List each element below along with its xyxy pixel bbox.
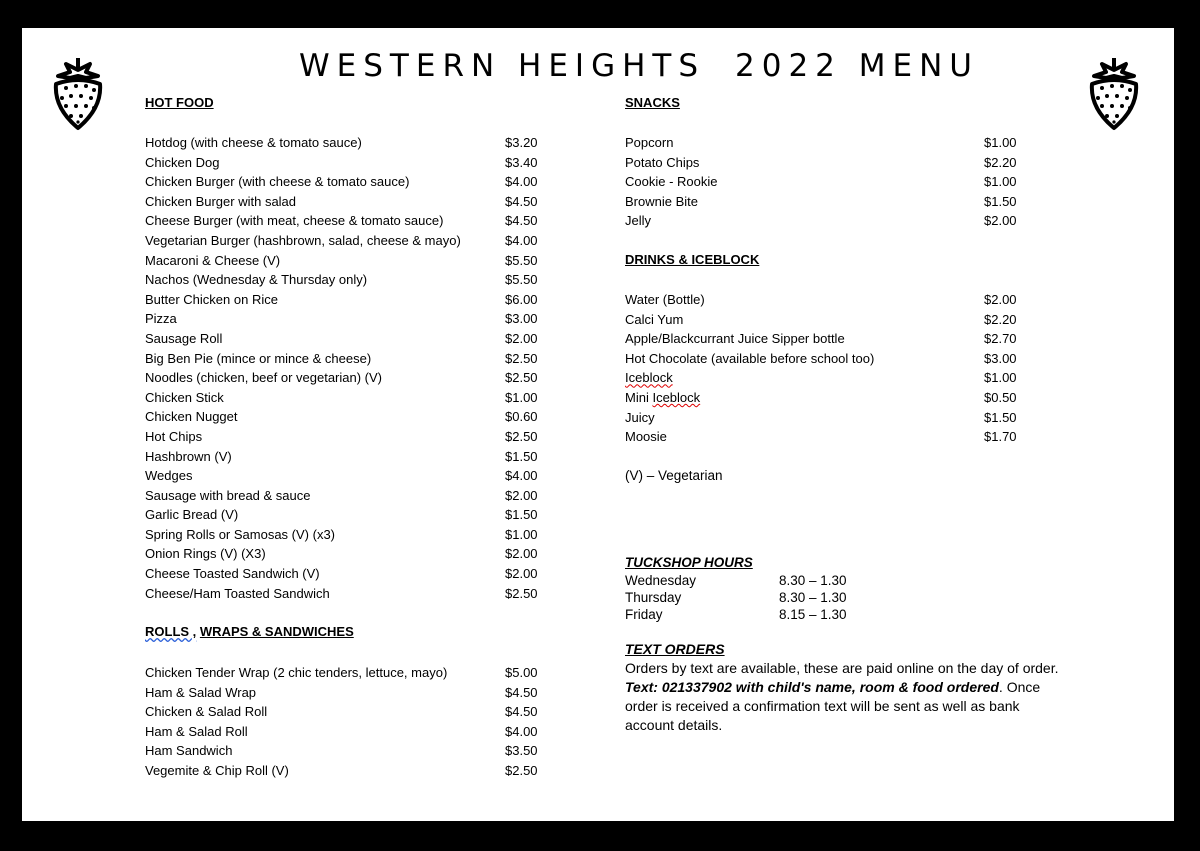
menu-item-price: $1.50: [505, 448, 538, 464]
menu-item: [145, 505, 545, 525]
menu-item-price: $1.00: [984, 370, 1017, 386]
menu-item-price: $0.60: [505, 409, 538, 425]
menu-item-price: $2.20: [984, 311, 1017, 327]
menu-item-price: $2.50: [505, 428, 538, 444]
menu-item: [145, 231, 545, 251]
menu-item-name-text: Hot Chips: [145, 428, 203, 444]
menu-item: [145, 544, 545, 564]
menu-item-price: $4.50: [505, 213, 538, 229]
menu-item-price: $3.20: [505, 135, 538, 150]
menu-item-name: [145, 292, 278, 307]
hours-row: [625, 606, 847, 623]
menu-item-price: $1.00: [505, 526, 538, 542]
snacks-heading: SNACKS: [625, 95, 680, 110]
menu-item-name: [145, 351, 371, 366]
text-orders-line2: [625, 678, 1065, 735]
menu-item-name: [145, 449, 232, 464]
menu-item-name-text: Chicken Nugget: [145, 409, 238, 425]
menu-item-name: [145, 507, 238, 522]
menu-item-name-text: Cheese Burger (with meat, cheese & tomato sauce): [145, 213, 444, 229]
menu-item: [145, 761, 545, 781]
menu-item-name: [145, 233, 461, 248]
menu-item: [145, 663, 545, 683]
menu-item: [625, 153, 1025, 173]
menu-item-name: [625, 410, 655, 425]
text-orders-heading: TEXT ORDERS: [625, 641, 725, 657]
drinks-list: [625, 290, 1025, 447]
menu-item: [145, 309, 545, 329]
menu-item-name: [145, 409, 238, 424]
menu-item-name-text: Hashbrown (V): [145, 448, 232, 464]
menu-item: [145, 153, 545, 173]
menu-item-price: $5.50: [505, 272, 538, 288]
menu-item-name: [145, 704, 267, 719]
menu-item-name-text: Juicy: [625, 409, 655, 425]
rolls-heading-part2: WRAPS & SANDWICHES: [199, 624, 354, 639]
menu-item-price: $2.00: [505, 546, 538, 562]
menu-item-name-text: Butter Chicken on Rice: [145, 291, 278, 307]
strawberry-icon: [1086, 56, 1142, 132]
menu-item-name: [625, 370, 673, 385]
menu-item: [145, 722, 545, 742]
drinks-heading: DRINKS & ICEBLOCK: [625, 252, 760, 267]
menu-item-name-text: Ham Sandwich: [145, 743, 233, 759]
title-right: 2022 MENU: [735, 48, 979, 84]
hot-food-heading: HOT FOOD: [145, 95, 214, 110]
menu-item-name-text: Onion Rings (V) (X3): [145, 546, 266, 562]
menu-item-name-text: Potato Chips: [625, 154, 700, 170]
menu-item-price: $5.00: [505, 665, 538, 680]
menu-item-name: [145, 743, 232, 758]
menu-item-name-text: Vegemite & Chip Roll (V): [145, 762, 289, 778]
menu-item: [145, 741, 545, 761]
menu-item-name: [145, 155, 219, 170]
hours-day: Wednesday: [625, 573, 697, 588]
menu-item-name-text: Chicken Burger (with cheese & tomato sauce): [145, 174, 410, 190]
hours-time: 8.15 – 1.30: [779, 607, 847, 623]
menu-item-name: [625, 312, 683, 327]
rolls-heading: [145, 624, 354, 639]
menu-item-name: [145, 763, 289, 778]
menu-item-name: [625, 174, 718, 189]
menu-item: [625, 388, 1025, 408]
menu-item: [625, 368, 1025, 388]
strawberry-icon: [50, 56, 106, 132]
menu-item: [625, 211, 1025, 231]
menu-item-name-text: Macaroni & Cheese (V): [145, 252, 281, 268]
menu-item-price: $1.00: [984, 174, 1017, 190]
menu-item-price: $2.50: [505, 762, 538, 778]
menu-item-name-prefix: Mini: [625, 389, 653, 405]
menu-item-price: $4.50: [505, 684, 538, 700]
menu-item-name-text: Iceblock: [652, 389, 701, 405]
menu-item-name-text: Popcorn: [625, 135, 674, 150]
menu-item-price: $0.50: [984, 389, 1017, 405]
menu-item: [145, 133, 545, 153]
menu-item-name-text: Jelly: [625, 213, 652, 229]
menu-item-name-text: Iceblock: [625, 370, 673, 386]
menu-item-name: [145, 488, 311, 503]
menu-item: [145, 407, 545, 427]
menu-item-name-text: Chicken & Salad Roll: [145, 704, 268, 720]
menu-item-name-text: Hotdog (with cheese & tomato sauce): [145, 135, 362, 150]
menu-item-price: $1.50: [984, 409, 1017, 425]
menu-item: [145, 683, 545, 703]
menu-item-name: [145, 174, 409, 189]
menu-item: [145, 466, 545, 486]
menu-item-price: $2.50: [505, 585, 538, 601]
menu-item-name: [145, 468, 192, 483]
menu-item-price: $6.00: [505, 291, 538, 307]
menu-item-name-text: Spring Rolls or Samosas (V) (x3): [145, 526, 335, 542]
text-orders-number: Text: 021337902 with child's name, room & food ordered: [625, 679, 999, 695]
menu-item-name-text: Calci Yum: [625, 311, 684, 327]
menu-item-price: $1.50: [984, 193, 1017, 209]
menu-item: [145, 368, 545, 388]
menu-item-name: [145, 311, 177, 326]
menu-item: [145, 329, 545, 349]
menu-item-name: [145, 194, 296, 209]
menu-item: [145, 388, 545, 408]
menu-item-price: $2.00: [984, 292, 1017, 307]
menu-item-name: [145, 566, 320, 581]
menu-item-name-text: Ham & Salad Roll: [145, 723, 248, 739]
menu-item-price: $2.70: [984, 331, 1017, 347]
menu-item: [625, 290, 1025, 310]
menu-item-price: $3.00: [984, 350, 1017, 366]
menu-item: [625, 408, 1025, 428]
menu-item: [625, 349, 1025, 369]
menu-item: [625, 310, 1025, 330]
menu-item-name-text: Vegetarian Burger (hashbrown, salad, cheese & mayo): [145, 232, 461, 248]
menu-page: [22, 28, 1174, 821]
menu-item: [145, 290, 545, 310]
hours-time: 8.30 – 1.30: [779, 590, 847, 606]
rolls-heading-part1: ROLLS ,: [145, 624, 197, 639]
hours-day: Friday: [625, 607, 663, 623]
menu-title: [299, 48, 979, 84]
menu-item-name-text: Cookie - Rookie: [625, 174, 718, 190]
menu-item-name-text: Apple/Blackcurrant Juice Sipper bottle: [625, 331, 845, 347]
menu-item-name-text: Cheese/Ham Toasted Sandwich: [145, 585, 330, 601]
menu-item-price: $1.50: [505, 507, 538, 523]
menu-item-price: $4.00: [505, 232, 538, 248]
menu-item-name: [145, 685, 256, 700]
menu-item-name: [625, 292, 705, 307]
tuckshop-hours-list: [625, 572, 847, 624]
menu-item-name-text: Cheese Toasted Sandwich (V): [145, 566, 320, 582]
menu-item-name: [625, 351, 874, 366]
vegetarian-note: (V) – Vegetarian: [625, 468, 723, 483]
menu-item-price: $2.00: [984, 213, 1017, 229]
menu-item-name: [145, 213, 443, 228]
menu-item: [145, 584, 545, 604]
text-orders-line1: Orders by text are available, these are paid online on the day of order.: [625, 660, 1059, 676]
menu-item-price: $3.50: [505, 743, 538, 759]
menu-item-name: [145, 253, 280, 268]
menu-item: [145, 525, 545, 545]
menu-item-name-text: Water (Bottle): [625, 292, 705, 307]
menu-item-name-text: Noodles (chicken, beef or vegetarian) (V): [145, 370, 383, 386]
menu-item-name: [145, 390, 224, 405]
menu-item: [625, 172, 1025, 192]
menu-item: [625, 192, 1025, 212]
menu-item-price: $2.00: [505, 487, 538, 503]
menu-item-price: $4.00: [505, 468, 538, 484]
menu-item-name-text: Moosie: [625, 429, 667, 445]
menu-item-name-text: Chicken Dog: [145, 154, 220, 170]
menu-item-name: [625, 213, 651, 228]
menu-item: [145, 427, 545, 447]
menu-item-name: [145, 370, 382, 385]
menu-item: [145, 211, 545, 231]
menu-item-price: $1.00: [984, 135, 1017, 150]
menu-item: [145, 447, 545, 467]
hours-row: [625, 589, 847, 606]
menu-item-name: [145, 586, 330, 601]
menu-item: [625, 133, 1025, 153]
menu-item-name: [625, 155, 699, 170]
menu-item: [145, 564, 545, 584]
hot-food-list: [145, 133, 545, 603]
menu-item-name: [145, 665, 447, 680]
menu-item-name: [145, 135, 362, 150]
menu-item-price: $4.50: [505, 193, 538, 209]
menu-item-name-text: Nachos (Wednesday & Thursday only): [145, 272, 368, 288]
menu-item: [145, 172, 545, 192]
menu-item-name: [145, 724, 248, 739]
menu-item-price: $4.50: [505, 704, 538, 720]
menu-item-name: [145, 272, 367, 287]
menu-item-price: $2.00: [505, 330, 538, 346]
menu-item-name-text: Sausage Roll: [145, 330, 223, 346]
menu-item-name-text: Pizza: [145, 311, 177, 327]
menu-item-price: $1.00: [505, 389, 538, 405]
menu-item: [145, 702, 545, 722]
menu-item-name: [625, 331, 845, 346]
menu-item-price: $5.50: [505, 252, 538, 268]
menu-item-name: [145, 331, 222, 346]
menu-item-name-text: Chicken Tender Wrap (2 chic tenders, lettuce, mayo): [145, 665, 448, 680]
hours-day: Thursday: [625, 590, 682, 606]
menu-item-name-text: Sausage with bread & sauce: [145, 487, 311, 503]
menu-item-name-text: Chicken Stick: [145, 389, 224, 405]
menu-item-name-text: Big Ben Pie (mince or mince & cheese): [145, 350, 372, 366]
menu-item: [625, 329, 1025, 349]
menu-item: [145, 192, 545, 212]
menu-item: [625, 427, 1025, 447]
menu-item-price: $4.00: [505, 174, 538, 190]
menu-item-name: [625, 429, 667, 444]
menu-item-price: $2.50: [505, 370, 538, 386]
tuckshop-hours-heading: TUCKSHOP HOURS: [625, 555, 753, 570]
title-left: WESTERN HEIGHTS: [299, 48, 706, 84]
menu-item-name-text: Hot Chocolate (available before school too): [625, 350, 875, 366]
text-orders-line2-rest: . Once order is received a confirmation text will be sent as well as bank account details.: [625, 679, 1041, 733]
menu-item-price: $1.70: [984, 429, 1017, 445]
menu-item-name-text: Garlic Bread (V): [145, 507, 239, 523]
menu-item-name: [625, 194, 698, 209]
menu-item-price: $3.40: [505, 154, 538, 170]
menu-item: [145, 349, 545, 369]
hours-time: 8.30 – 1.30: [779, 573, 847, 588]
menu-item: [145, 486, 545, 506]
text-orders-body: [625, 659, 1065, 735]
menu-item-name: [145, 546, 266, 561]
menu-item-name: [625, 390, 700, 405]
menu-item-name-text: Chicken Burger with salad: [145, 193, 297, 209]
menu-item-price: $4.00: [505, 723, 538, 739]
menu-item-name: [145, 429, 202, 444]
menu-item-name-text: Ham & Salad Wrap: [145, 684, 257, 700]
menu-item: [145, 251, 545, 271]
menu-item-price: $3.00: [505, 311, 538, 327]
menu-item-price: $2.50: [505, 350, 538, 366]
menu-item: [145, 270, 545, 290]
menu-item-name: [625, 135, 673, 150]
menu-item-name-text: Wedges: [145, 468, 193, 484]
menu-item-name: [145, 527, 335, 542]
menu-item-name-text: Brownie Bite: [625, 193, 698, 209]
hours-row: [625, 572, 847, 589]
rolls-list: [145, 663, 545, 781]
menu-item-price: $2.00: [505, 566, 538, 582]
snacks-list: [625, 133, 1025, 231]
menu-item-price: $2.20: [984, 154, 1017, 170]
